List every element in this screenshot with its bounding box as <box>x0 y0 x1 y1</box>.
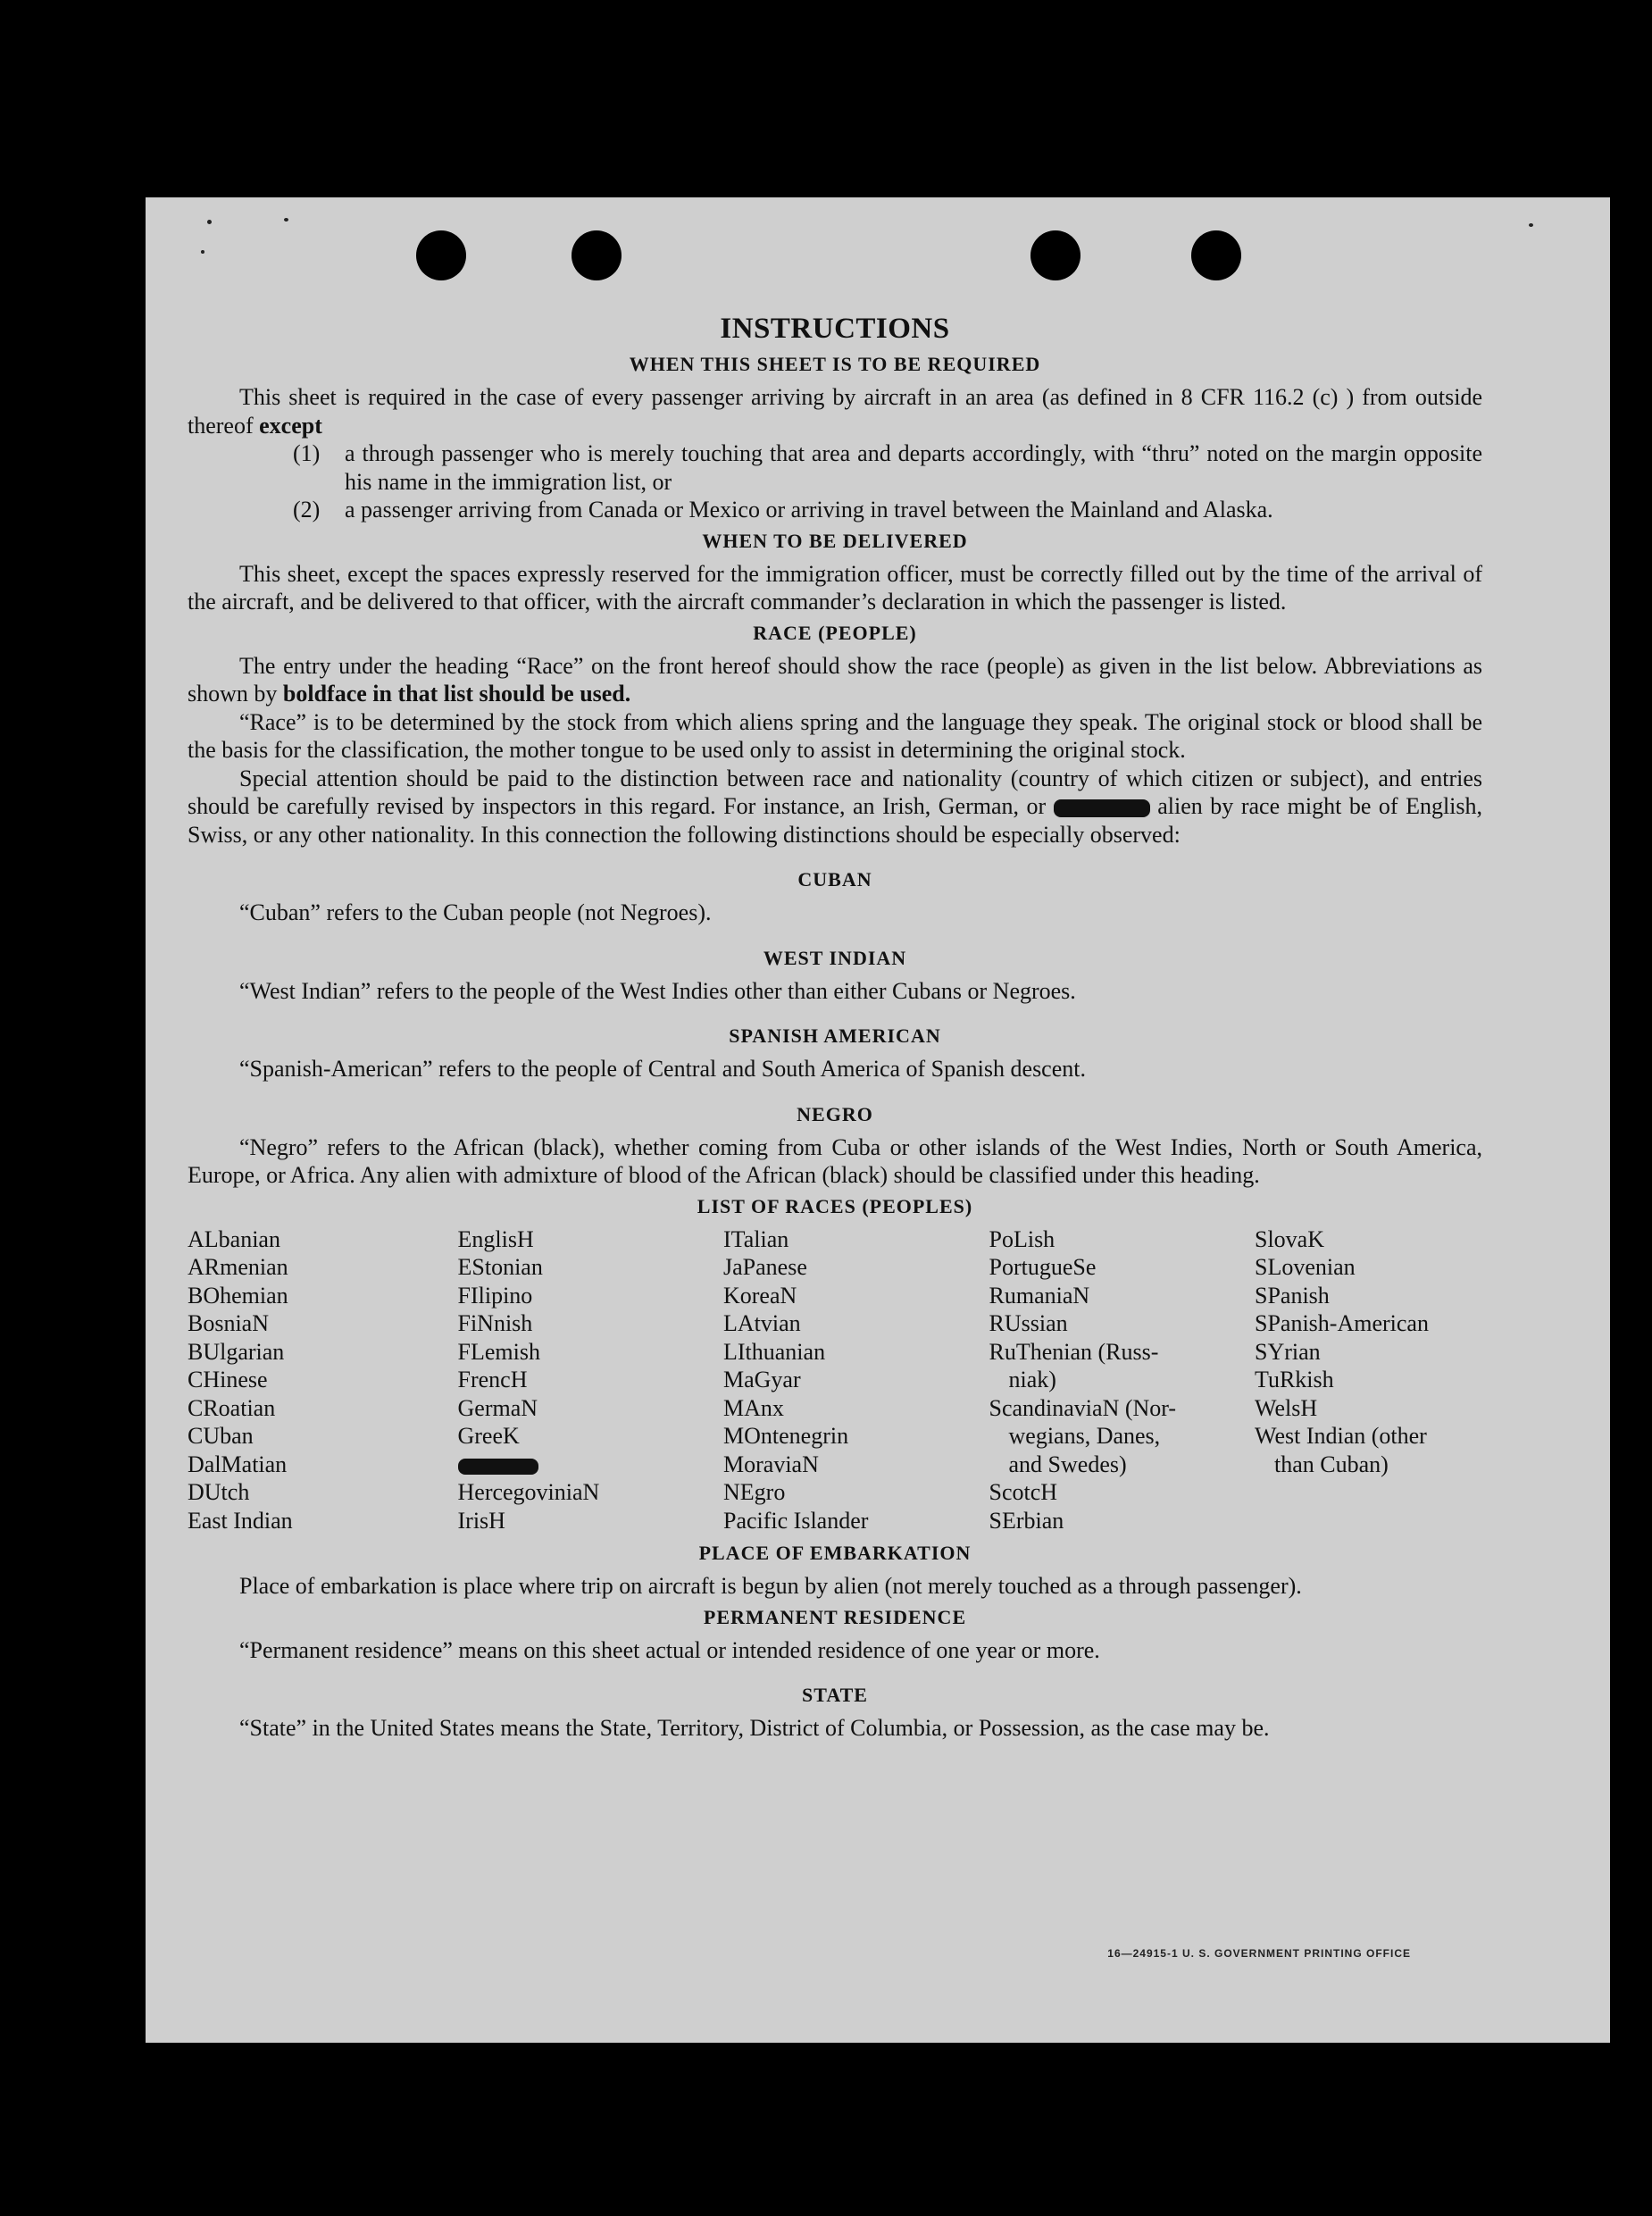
race-item: MoraviaN <box>723 1451 819 1477</box>
section-heading-cuban: CUBAN <box>797 868 872 891</box>
negro-text: “Negro” refers to the African (black), whether coming from Cuba or other islands of the West Indies, North or South America, Europe, or Africa. Any alien with admixture of blood of the African (black) should be classified under this heading. <box>188 1133 1482 1188</box>
race-item: FrencH <box>457 1367 528 1392</box>
race-item: KoreaN <box>723 1282 797 1309</box>
race-item: GreeK <box>457 1423 520 1449</box>
race-item: MAnx <box>723 1394 784 1421</box>
race-item-redacted <box>458 1451 722 1479</box>
race-item: GermaN <box>457 1394 538 1421</box>
race-item: EStonian <box>457 1254 543 1280</box>
embarkation-text: Place of embarkation is place where trip on aircraft is begun by alien (not merely touched as a through passenger). <box>239 1573 1302 1599</box>
race-item: DalMatian <box>188 1451 288 1477</box>
race-column <box>458 1225 722 1535</box>
race-column <box>1255 1225 1482 1535</box>
speck <box>1529 223 1533 227</box>
residence-text: “Permanent residence” means on this sheet actual or intended residence of one year or more. <box>239 1636 1100 1663</box>
race-item: MaGyar <box>723 1367 801 1392</box>
race-paragraph: “Race” is to be determined by the stock from which aliens spring and the language they speak. The original stock or blood shall be the basis for the classification, the mother tongue to be used only to assist in determining the original stock. <box>188 708 1482 763</box>
race-item: RumaniaN <box>989 1282 1090 1309</box>
race-item: West Indian (other <box>1255 1423 1427 1449</box>
race-column <box>989 1225 1253 1535</box>
speck <box>207 220 212 224</box>
punch-hole <box>572 230 622 280</box>
race-item: SErbian <box>989 1507 1064 1534</box>
section-heading-state: STATE <box>802 1684 868 1706</box>
race-item: SYrian <box>1255 1338 1321 1365</box>
race-item: RuThenian (Russ- <box>989 1338 1159 1365</box>
race-item: CUban <box>188 1423 254 1449</box>
cuban-text: “Cuban” refers to the Cuban people (not Negroes). <box>239 899 712 925</box>
race-item: ITalian <box>723 1225 789 1252</box>
race-item: RUssian <box>989 1310 1068 1336</box>
punch-hole <box>1191 230 1241 280</box>
instructions-content <box>188 313 1482 1743</box>
section-heading-race: RACE (PEOPLE) <box>753 621 917 644</box>
section-heading-residence: PERMANENT RESIDENCE <box>703 1605 967 1628</box>
state-text: “State” in the United States means the State, Territory, District of Columbia, or Possession, as the case may be. <box>239 1715 1270 1741</box>
race-item: PoLish <box>989 1225 1055 1252</box>
race-item: JaPanese <box>723 1254 807 1280</box>
race-item: ScotcH <box>989 1479 1058 1505</box>
speck <box>201 250 204 254</box>
spanish-american-text: “Spanish-American” refers to the people of Central and South America of Spanish descent. <box>239 1056 1086 1082</box>
race-column <box>188 1225 455 1535</box>
race-item: FiNnish <box>457 1310 533 1336</box>
race-item: SPanish-American <box>1255 1310 1429 1336</box>
race-column <box>723 1225 987 1535</box>
delivered-text: This sheet, except the spaces expressly reserved for the immigration officer, must be correctly filled out by the time of the arrival of the aircraft, and be delivered to that officer, with the aircraft commander’s declaration in which the passenger is listed. <box>188 560 1482 615</box>
race-item-continuation: wegians, Danes, <box>1008 1423 1161 1449</box>
race-item: TuRkish <box>1255 1367 1334 1392</box>
section-heading-delivered: WHEN TO BE DELIVERED <box>702 529 968 552</box>
race-item: ARmenian <box>188 1254 288 1280</box>
race-item: CRoatian <box>188 1394 276 1421</box>
redaction-mark <box>1054 799 1150 817</box>
exception-item: (2) a passenger arriving from Canada or Mexico or arriving in travel between the Mainland and Alaska. <box>293 497 1273 523</box>
section-heading-west-indian: WEST INDIAN <box>763 946 907 969</box>
exception-item: (1) a through passenger who is merely touching that area and departs accordingly, with “thru” noted on the margin opposite his name in the immigration list, or <box>293 440 1482 495</box>
race-item: ALbanian <box>188 1225 280 1252</box>
speck <box>284 218 288 222</box>
race-item: DUtch <box>188 1479 250 1505</box>
section-heading-negro: NEGRO <box>797 1102 873 1125</box>
printing-office-footer: 16—24915-1 U. S. GOVERNMENT PRINTING OFFICE <box>1107 1947 1411 1960</box>
redaction-mark <box>458 1459 538 1475</box>
race-paragraph: Special attention should be paid to the distinction between race and nationality (country of which citizen or subject), and entries should be carefully revised by inspectors in this regard. For instance, an Irish, German, or alien by race might be of English, Swiss, or any other nationality. In this connection the following distinctions should be especially observed: <box>188 765 1483 848</box>
required-intro: This sheet is required in the case of every passenger arriving by aircraft in an area (as defined in 8 CFR 116.2 (c) ) from outside thereof except <box>188 384 1482 439</box>
section-heading-embarkation: PLACE OF EMBARKATION <box>698 1542 972 1564</box>
race-list <box>188 1225 1482 1535</box>
page-title: INSTRUCTIONS <box>720 313 950 345</box>
punch-hole <box>1030 230 1080 280</box>
race-item: LAtvian <box>723 1310 801 1336</box>
race-item-continuation: and Swedes) <box>1008 1451 1127 1477</box>
race-paragraph: The entry under the heading “Race” on the front hereof should show the race (people) as given in the list below. Abbreviations as shown by boldface in that list should be used. <box>188 652 1482 707</box>
race-item: WelsH <box>1255 1394 1318 1421</box>
section-heading-races: LIST OF RACES (PEOPLES) <box>697 1194 973 1217</box>
race-item: LIthuanian <box>723 1338 826 1365</box>
race-item: SPanish <box>1255 1282 1330 1309</box>
race-item: BOhemian <box>188 1282 288 1309</box>
race-item: BosniaN <box>188 1310 269 1336</box>
race-item: HercegoviniaN <box>457 1479 600 1505</box>
race-item: East Indian <box>188 1507 293 1534</box>
race-item: CHinese <box>188 1367 268 1392</box>
race-item-continuation: than Cuban) <box>1274 1451 1389 1477</box>
race-item: SlovaK <box>1255 1225 1324 1252</box>
section-heading-required: WHEN THIS SHEET IS TO BE REQUIRED <box>629 353 1041 375</box>
section-heading-spanish-american: SPANISH AMERICAN <box>729 1024 941 1047</box>
race-item: FLemish <box>457 1338 540 1365</box>
race-item: EnglisH <box>457 1225 534 1252</box>
race-item: ScandinaviaN (Nor- <box>989 1394 1177 1421</box>
punch-hole <box>416 230 466 280</box>
race-item-continuation: niak) <box>1008 1367 1056 1392</box>
race-item: FIlipino <box>457 1282 533 1309</box>
race-item: IrisH <box>457 1507 505 1534</box>
race-item: SLovenian <box>1255 1254 1356 1280</box>
race-item: NEgro <box>723 1479 786 1505</box>
race-item: MOntenegrin <box>723 1423 849 1449</box>
race-item: PortugueSe <box>989 1254 1097 1280</box>
west-indian-text: “West Indian” refers to the people of the West Indies other than either Cubans or Negroes. <box>239 977 1076 1004</box>
race-item: Pacific Islander <box>723 1507 869 1534</box>
race-item: BUlgarian <box>188 1338 285 1365</box>
